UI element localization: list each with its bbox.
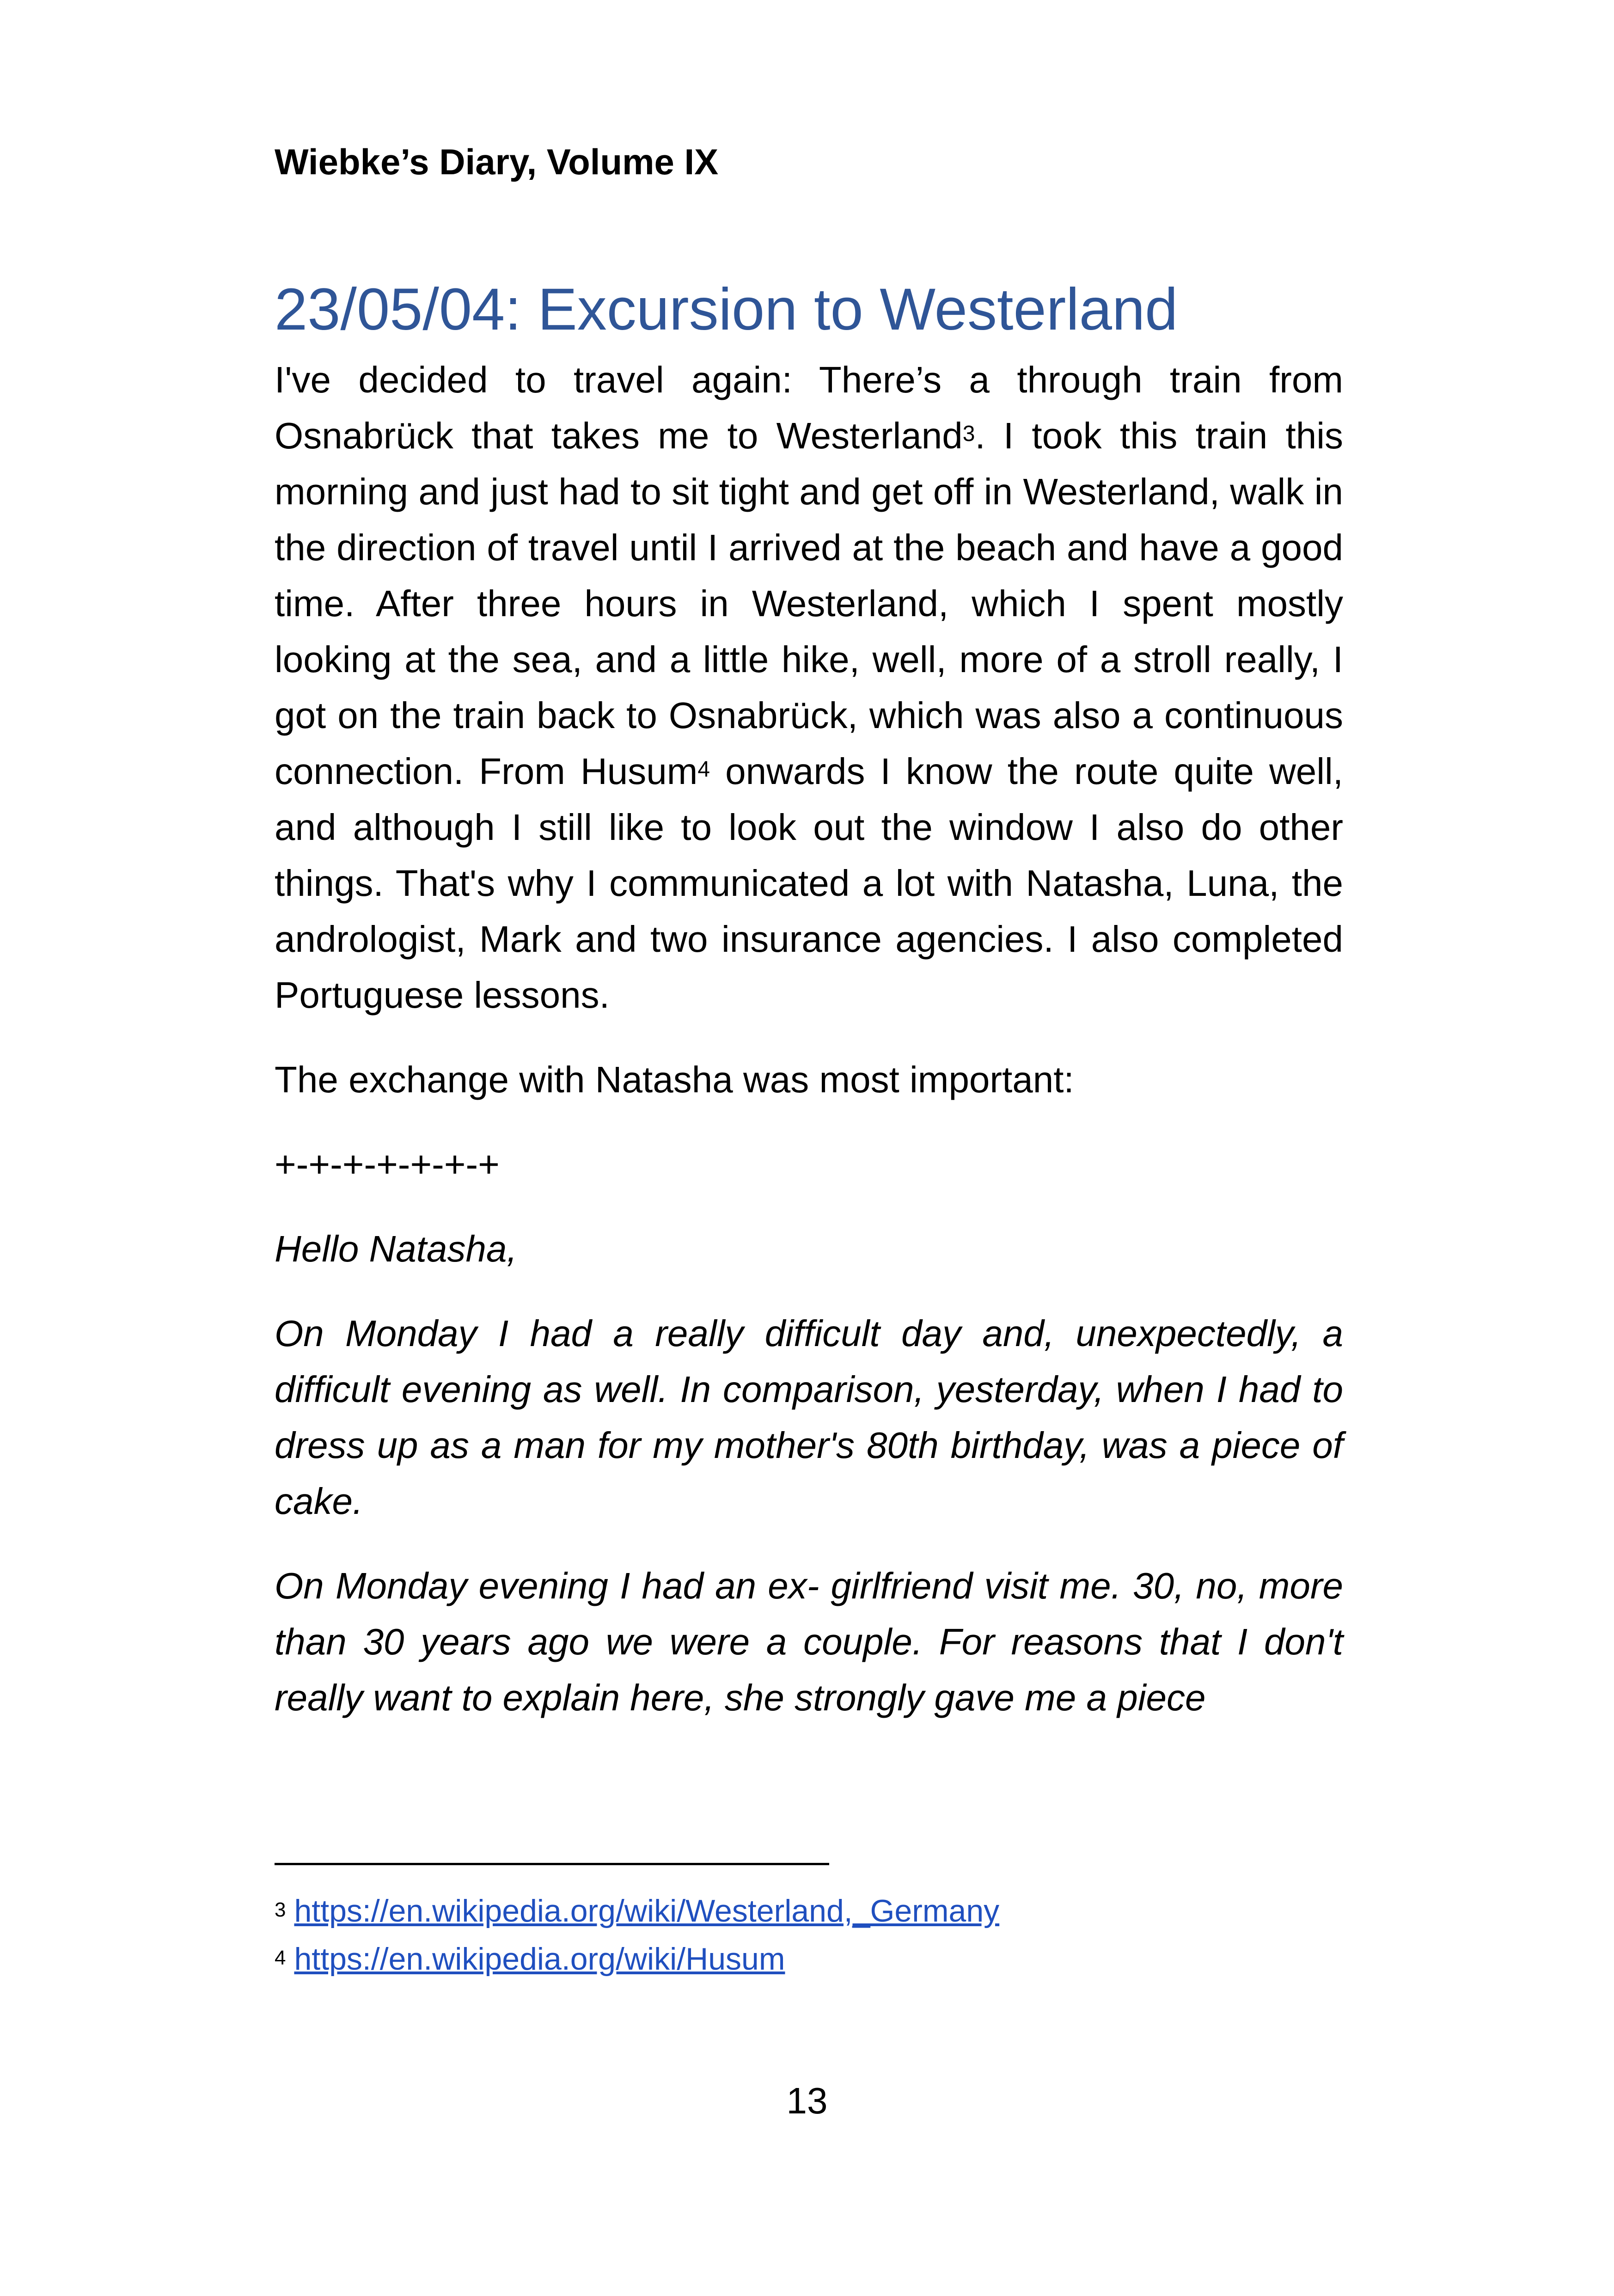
entry-paragraph-2: The exchange with Natasha was most important: — [275, 1059, 1074, 1100]
paragraph-text: I've decided to travel again: There’s a through train from Osnabrück that takes me to Westerland — [275, 359, 1343, 456]
footnote-number: 4 — [275, 1947, 286, 1969]
entry-body — [275, 270, 1343, 1754]
footnote-link-husum[interactable]: https://en.wikipedia.org/wiki/Husum — [294, 1941, 785, 1977]
letter-paragraph-1: On Monday I had a really difficult day and, unexpectedly, a difficult evening as well. In comparison, yesterday, when I had to dress up as a man for my mother's 80th birthday, was a piece of cake. — [275, 1313, 1343, 1522]
entry-heading: 23/05/04: Excursion to Westerland — [275, 276, 1178, 343]
paragraph-text: . I took this train this morning and just had to sit tight and get off in Westerland, walk in the direction of travel until I arrived at the beach and have a good time. After three hours in Westerland, which I spent mostly looking at the sea, and a little hike, well, more of a stroll really, I got on the train back to Osnabrück, which was also a continuous connection. From Husum — [275, 415, 1343, 792]
page-number: 13 — [786, 2080, 828, 2121]
footnote-3 — [275, 1887, 1343, 1935]
footnotes — [275, 1887, 1343, 1983]
footnote-divider — [275, 1863, 829, 1865]
section-separator: +-+-+-+-+-+-+ — [275, 1144, 500, 1185]
footnote-4 — [275, 1935, 1343, 1983]
letter-greeting: Hello Natasha, — [275, 1228, 517, 1269]
footnote-link-westerland[interactable]: https://en.wikipedia.org/wiki/Westerland,_Germany — [294, 1893, 1000, 1929]
footnote-ref-4[interactable]: 4 — [697, 757, 710, 782]
footnote-number: 3 — [275, 1898, 286, 1921]
footnote-ref-3[interactable]: 3 — [962, 422, 975, 446]
paragraph-text: onwards I know the route quite well, and although I still like to look out the window I also do other things. That's why I communicated a lot with Natasha, Luna, the andrologist, Mark and two insurance agencies. I also completed Portuguese lessons. — [275, 751, 1343, 1016]
letter-paragraph-2: On Monday evening I had an ex- girlfriend visit me. 30, no, more than 30 years ago we were a couple. For reasons that I don't really want to explain here, she strongly gave me a piece — [275, 1565, 1343, 1718]
running-header: Wiebke’s Diary, Volume IX — [275, 141, 719, 182]
entry-paragraph-1 — [275, 352, 1343, 1023]
